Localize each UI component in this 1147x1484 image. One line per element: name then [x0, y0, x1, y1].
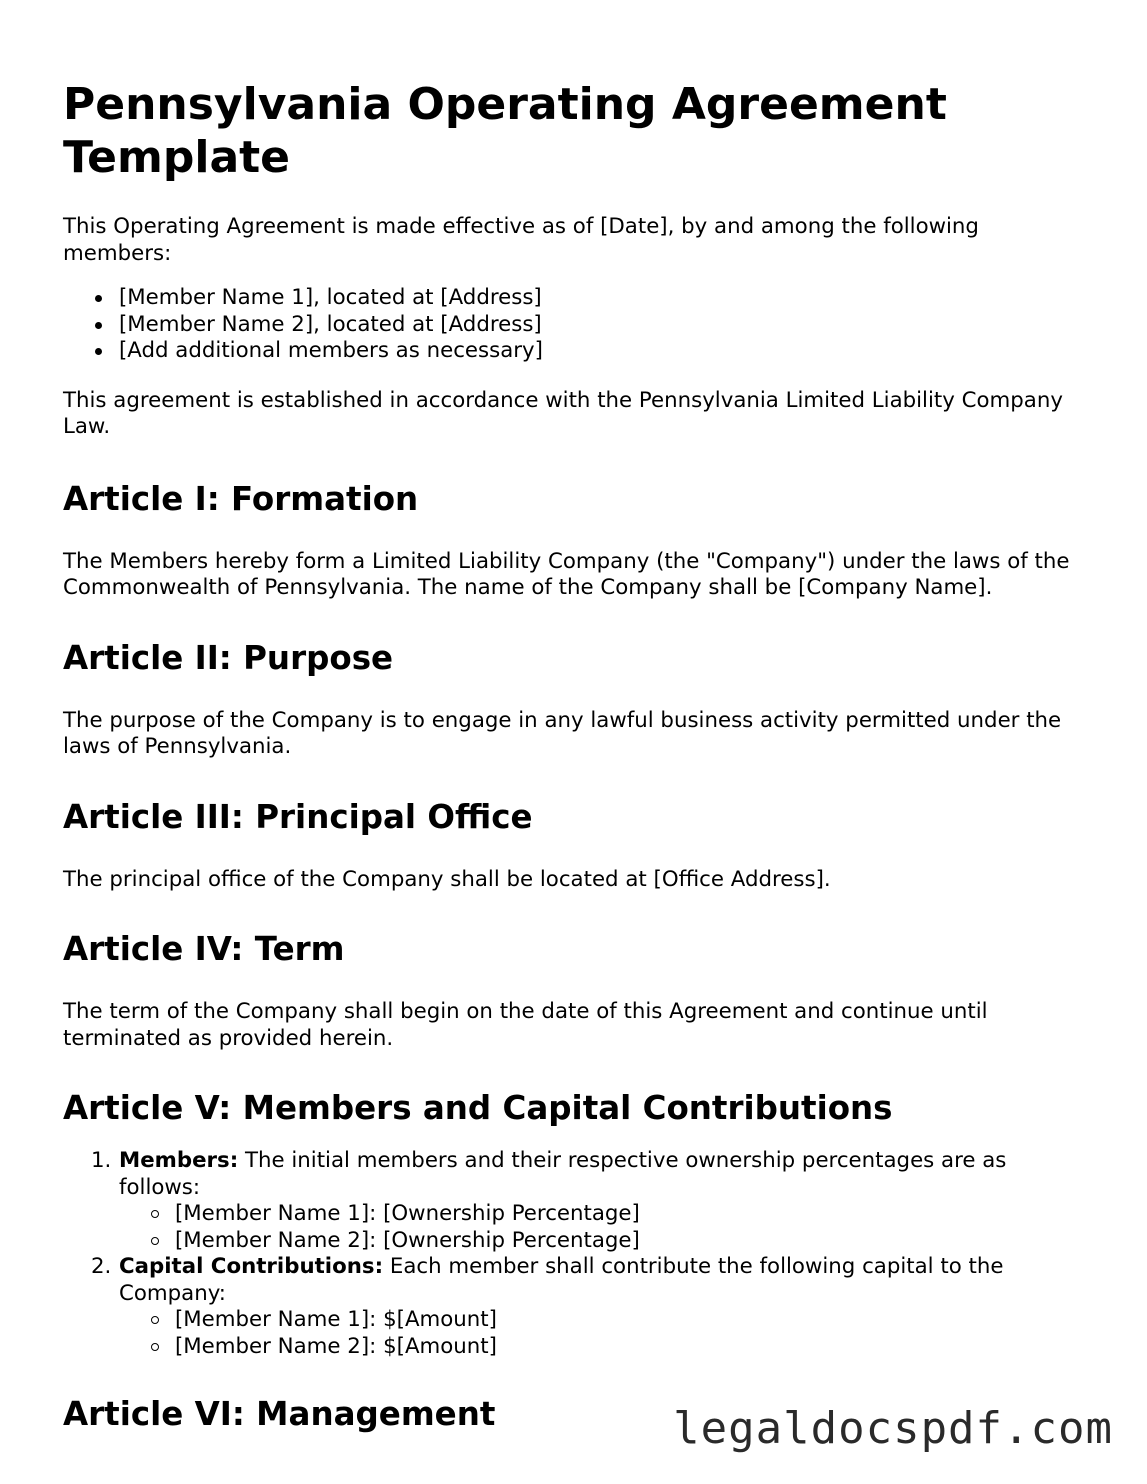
item-text: Each member shall contribute the following capital to the Company: — [119, 1254, 1004, 1306]
law-statement: This agreement is established in accordance with the Pennsylvania Limited Liability Company Law. — [63, 387, 1063, 439]
article-term-heading: Article IV: Term — [63, 930, 345, 968]
sublist-item: [Member Name 1]: $[Amount] — [175, 1307, 1093, 1334]
item-label: Members: — [119, 1148, 239, 1173]
member-list-item: [Add additional members as necessary] — [119, 338, 1093, 365]
article-formation-text: The Members hereby form a Limited Liability Company (the "Company") under the laws of the Commonwealth of Pennsylvania. The name of the Company shall be [Company Name]. — [63, 548, 1070, 600]
member-list-item: [Member Name 1], located at [Address] — [119, 285, 1093, 312]
item-text: The initial members and their respective ownership percentages are as follows: — [119, 1148, 1007, 1200]
article-management-heading: Article VI: Management — [63, 1395, 496, 1433]
site-watermark: legaldocspdf.com — [673, 1403, 1113, 1454]
item-number: 1. — [91, 1148, 112, 1173]
article-purpose-heading: Article II: Purpose — [63, 638, 394, 677]
article-office-text: The principal office of the Company shall be located at [Office Address]. — [63, 866, 831, 892]
item-label: Capital Contributions: — [119, 1254, 384, 1279]
sublist-item: [Member Name 2]: $[Amount] — [175, 1334, 1093, 1361]
ownership-sublist — [119, 1201, 1093, 1254]
article-formation-heading: Article I: Formation — [63, 479, 419, 518]
article-members-capital-heading: Article V: Members and Capital Contributions — [63, 1089, 893, 1127]
capital-sublist — [119, 1307, 1093, 1360]
document-title: Pennsylvania Operating Agreement Template — [63, 79, 947, 183]
members-capital-item — [91, 1254, 1093, 1360]
member-list — [63, 285, 1093, 365]
sublist-item: [Member Name 2]: [Ownership Percentage] — [175, 1228, 1093, 1255]
sublist-item: [Member Name 1]: [Ownership Percentage] — [175, 1201, 1093, 1228]
item-number: 2. — [91, 1254, 112, 1279]
article-office-heading: Article III: Principal Office — [63, 797, 533, 836]
document-page — [63, 78, 1093, 1434]
article-term-text: The term of the Company shall begin on the date of this Agreement and continue until terminated as provided herein. — [63, 999, 988, 1051]
members-capital-item — [91, 1148, 1093, 1254]
member-list-item: [Member Name 2], located at [Address] — [119, 312, 1093, 339]
members-capital-list — [63, 1148, 1093, 1360]
article-purpose-text: The purpose of the Company is to engage in any lawful business activity permitted under the laws of Pennsylvania. — [63, 707, 1062, 759]
intro-paragraph: This Operating Agreement is made effective as of [Date], by and among the following members: — [63, 214, 979, 266]
